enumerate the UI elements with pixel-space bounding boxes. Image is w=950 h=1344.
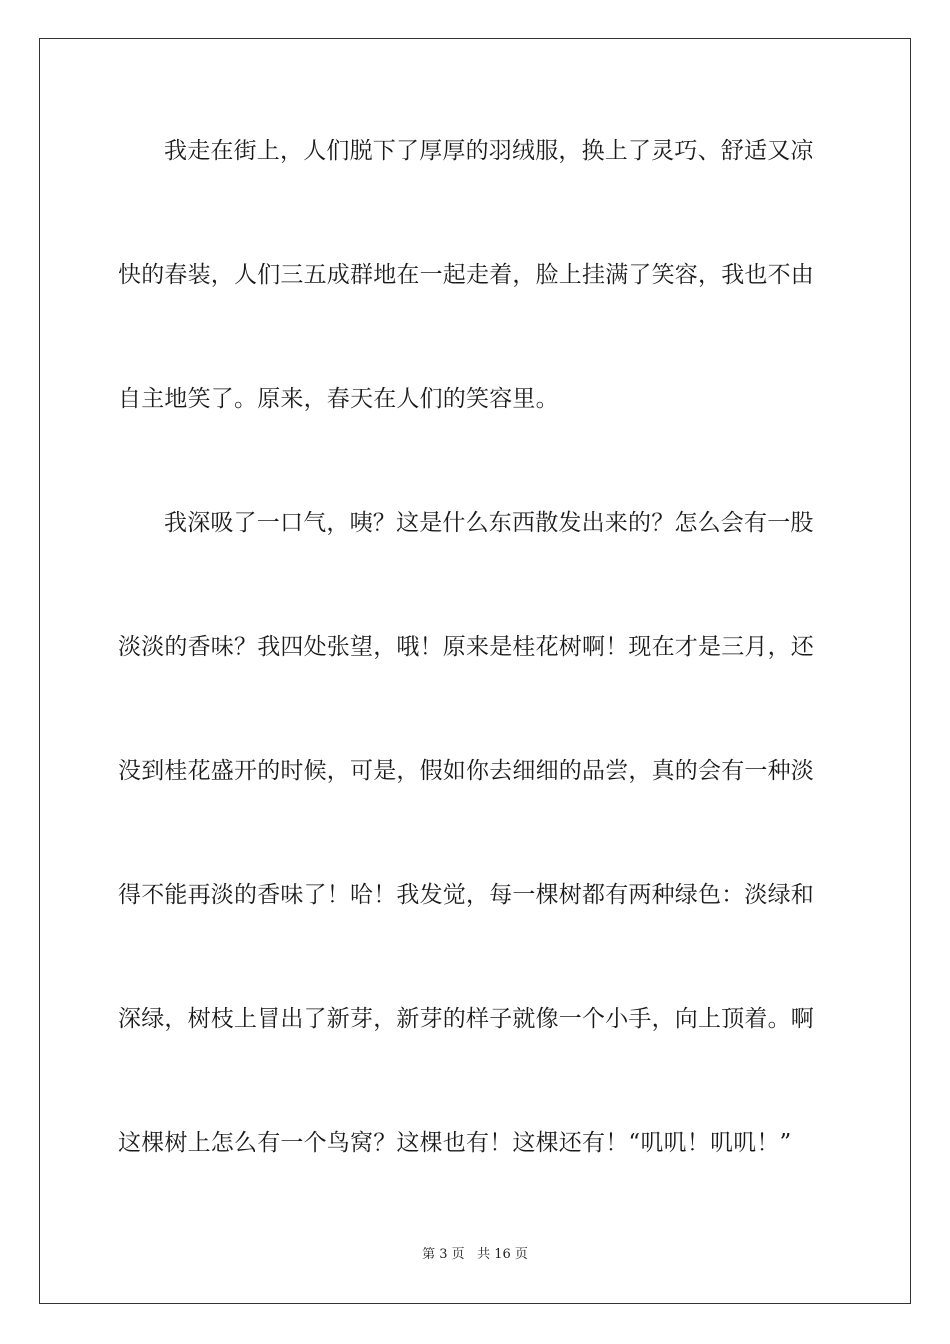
paragraph-1-line-1: 我走在街上，人们脱下了厚厚的羽绒服，换上了灵巧、舒适又凉 xyxy=(164,138,814,164)
paragraph-1-line-3: 自主地笑了。原来，春天在人们的笑容里。 xyxy=(118,386,559,412)
page-footer xyxy=(0,1246,950,1264)
paragraph-2-line-3: 没到桂花盛开的时候，可是，假如你去细细的品尝，真的会有一种淡 xyxy=(118,758,814,784)
paragraph-2-line-5: 深绿，树枝上冒出了新芽，新芽的样子就像一个小手，向上顶着。啊 xyxy=(118,1006,814,1032)
paragraph-2-line-1: 我深吸了一口气，咦？这是什么东西散发出来的？怎么会有一股 xyxy=(164,510,814,536)
paragraph-2-line-6: 这棵树上怎么有一个鸟窝？这棵也有！这棵还有！“叽叽！叽叽！” xyxy=(118,1130,792,1156)
page-total: 共 16 页 xyxy=(477,1247,528,1262)
paragraph-2-line-2: 淡淡的香味？我四处张望，哦！原来是桂花树啊！现在才是三月，还 xyxy=(118,634,814,660)
paragraph-1-line-2: 快的春装，人们三五成群地在一起走着，脸上挂满了笑容，我也不由 xyxy=(118,262,814,288)
page-number: 第 3 页 xyxy=(422,1247,465,1262)
paragraph-2-line-4: 得不能再淡的香味了！哈！我发觉，每一棵树都有两种绿色：淡绿和 xyxy=(118,882,814,908)
page-border xyxy=(39,38,911,1304)
